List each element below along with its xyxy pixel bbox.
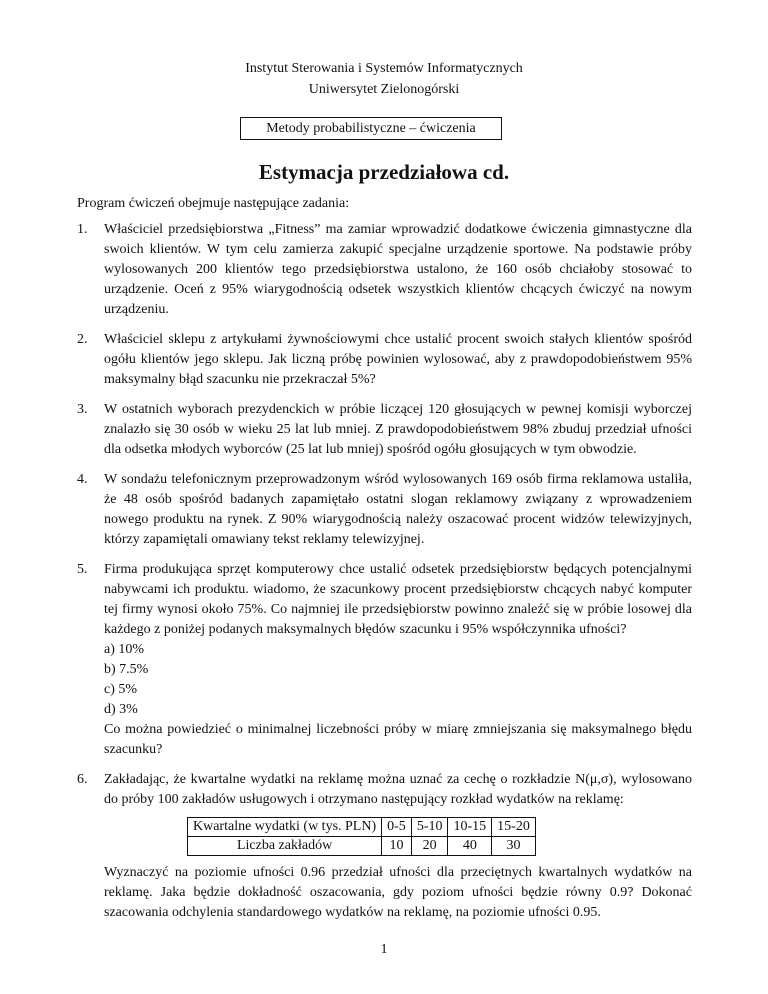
- institute-name: Instytut Sterowania i Systemów Informatycznych: [245, 61, 523, 76]
- table-row: [188, 818, 536, 837]
- header: [0, 58, 768, 100]
- table-cell: 5-10: [411, 818, 448, 837]
- table-cell: 10-15: [448, 818, 492, 837]
- task-item: [77, 560, 692, 760]
- page-number: 1: [380, 942, 388, 957]
- table-cell: 40: [448, 837, 492, 856]
- table-cell: 20: [411, 837, 448, 856]
- task-text: Właściciel przedsiębiorstwa „Fitness” ma zamiar wprowadzić dodatkowe ćwiczenia gimnastyczne dla swoich klientów. W tym celu zamierza zakupić specjalne urządzenie sportowe. Na podstawie próby wylosowanych 200 klientów tego przedsiębiorstwa ustalono, że 160 osób chciałoby stosować to urządzenie. Oceń z 95% wiarygodnością odsetek wszystkich klientów chcących ćwiczyć na nowym urządzeniu.: [104, 222, 692, 317]
- task-text: W sondażu telefonicznym przeprowadzonym wśród wylosowanych 169 osób firma reklamowa ustaliła, że 48 osób spośród badanych zapamiętało ostatni slogan reklamowy związany z wprowadzeniem nowego produktu na rynek. Z 90% wiarygodnością należy oszacować procent widzów telewizyjnych, którzy zapamiętali omawiany tekst reklamy telewizyjnej.: [104, 472, 692, 547]
- task-option: a) 10%: [104, 642, 145, 657]
- table-cell: 15-20: [492, 818, 536, 837]
- task-option: b) 7.5%: [104, 662, 149, 677]
- task-followup: Co można powiedzieć o minimalnej liczebności próby w miarę zmniejszania się maksymalnego błędu szacunku?: [104, 722, 692, 757]
- task-text: Właściciel sklepu z artykułami żywnościowymi chce ustalić procent swoich stałych klientów spośród ogółu klientów jego sklepu. Jak liczną próbę powinien wylosować, aby z prawdopodobieństwem 95% maksymalny błąd szacunku nie przekraczał 5%?: [104, 332, 692, 387]
- table-cell: 10: [382, 837, 412, 856]
- task-text: Zakładając, że kwartalne wydatki na reklamę można uznać za cechę o rozkładzie N(μ,σ), wylosowano do próby 100 zakładów usługowych i otrzymano następujący rozkład wydatków na reklamę:: [104, 772, 692, 807]
- table-row: [188, 837, 536, 856]
- task-number: 3.: [77, 402, 88, 417]
- task-text: Firma produkująca sprzęt komputerowy chce ustalić odsetek przedsiębiorstw będących potencjalnymi nabywcami ich produktu. wiadomo, że szacunkowy procent przedsiębiorstw chcących nabyć komputer tej firmy wynosi około 75%. Co najmniej ile przedsiębiorstw powinno znaleźć się w próbie losowej dla każdego z poniżej podanych maksymalnych błędów szacunku i 95% współczynnika ufności?: [104, 562, 692, 637]
- task-item: [77, 400, 692, 460]
- task-item: [77, 330, 692, 390]
- university-name: Uniwersytet Zielonogórski: [308, 82, 460, 97]
- task-text: W ostatnich wyborach prezydenckich w próbie liczącej 120 głosujących w pewnej komisji wyborczej znalazło się 30 osób w wieku 25 lat lub mniej. Z prawdopodobieństwem 98% zbuduj przedział ufności dla odsetka młodych wyborców (25 lat lub mniej) spośród ogółu głosujących w tym obwodzie.: [104, 402, 692, 457]
- intro-text: Program ćwiczeń obejmuje następujące zadania:: [77, 196, 350, 211]
- task-item: [77, 220, 692, 320]
- table-header-cell: Liczba zakładów: [188, 837, 382, 856]
- task-number: 6.: [77, 772, 88, 787]
- course-title-box: Metody probabilistyczne – ćwiczenia: [240, 117, 502, 140]
- task-list: [77, 220, 692, 933]
- task-number: 5.: [77, 562, 88, 577]
- task-item: [77, 470, 692, 550]
- task-number: 1.: [77, 222, 88, 237]
- task-followup: Wyznaczyć na poziomie ufności 0.96 przedział ufności dla przeciętnych kwartalnych wydatków na reklamę. Jaka będzie dokładność oszacowania, gdy poziom ufności będzie równy 0.9? Dokonać szacowania odchylenia standardowego wydatków na reklamę, na poziomie ufności 0.95.: [104, 865, 692, 920]
- table-cell: 0-5: [382, 818, 412, 837]
- task-option: c) 5%: [104, 682, 138, 697]
- distribution-table: [187, 817, 536, 856]
- task-number: 4.: [77, 472, 88, 487]
- task-number: 2.: [77, 332, 88, 347]
- page-title: Estymacja przedziałowa cd.: [258, 160, 510, 184]
- task-option: d) 3%: [104, 702, 138, 717]
- task-item: [77, 770, 692, 923]
- table-header-cell: Kwartalne wydatki (w tys. PLN): [188, 818, 382, 837]
- table-cell: 30: [492, 837, 536, 856]
